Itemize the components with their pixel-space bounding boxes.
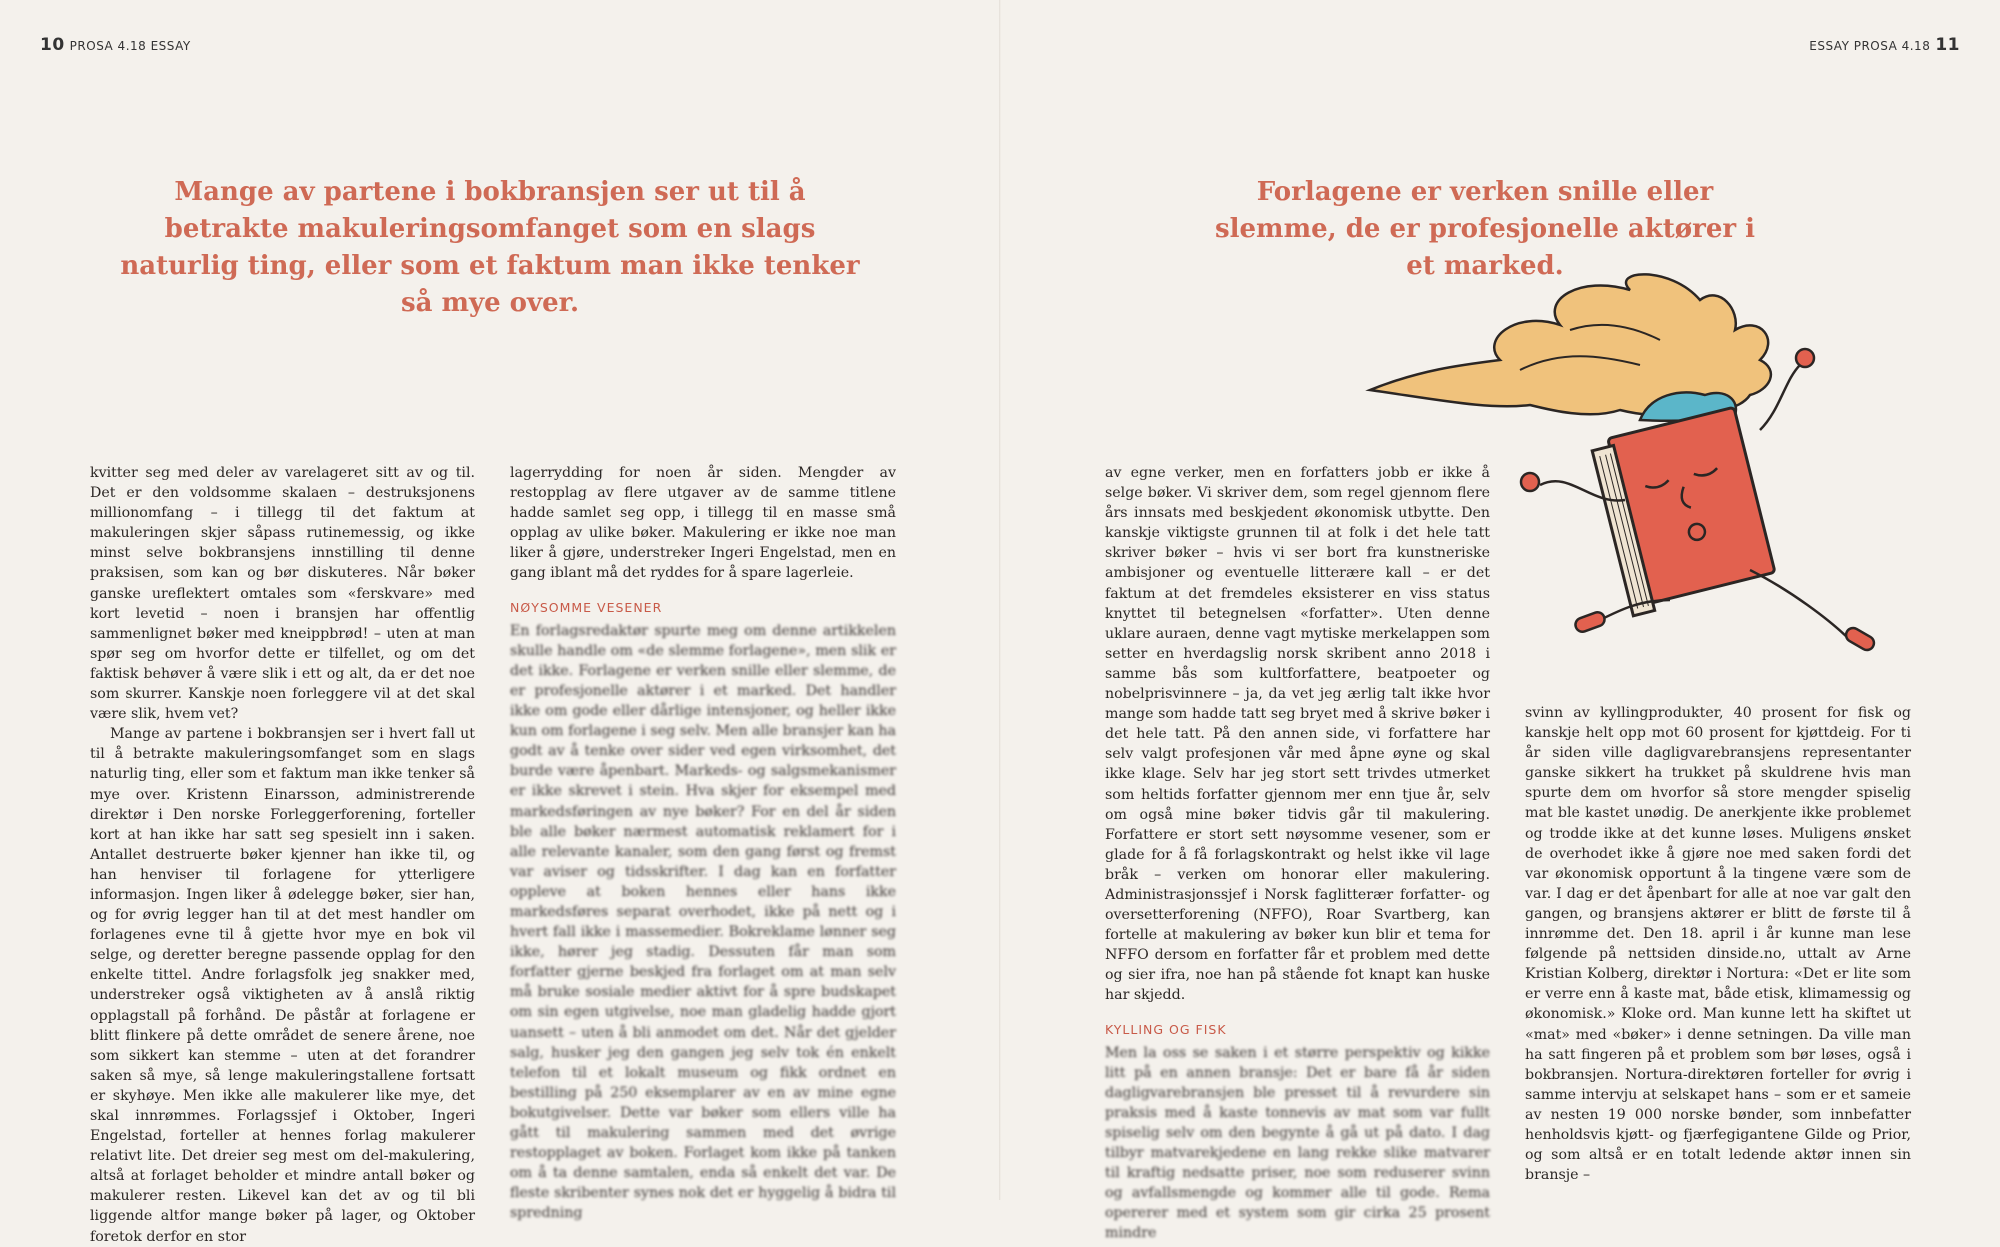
page-number: 10 (40, 35, 65, 55)
text-column-2 (1525, 703, 1911, 1185)
section-heading: NØYSOMME VESENER (510, 599, 663, 615)
section-heading: KYLLING OG FISK (1105, 1021, 1227, 1037)
pull-quote: Forlagene er verken snille eller slemme, de er profesjonelle aktører i et marked. (1215, 177, 1755, 281)
page-number: 11 (1935, 35, 1960, 55)
left-page (0, 0, 1000, 1245)
paragraph: svinn av kyllingprodukter, 40 prosent for fisk og kanskje helt opp mot 60 prosent for kjøttdeig. For ti år siden ville dagligvarebransjens representanter ganske sikkert ha trukket på skuldrene hvis man spurte dem om hvorfor så store mengder spiselig mat ble kastet unødig. De anerkjente ikke problemet og trodde ikke at det kunne løses. Muligens ønsket de overhodet ikke å gjøre noe med saken fordi det var økonomisk opportunt å la tingene være som de var. I dag er det åpenbart for alle at noe var galt den gangen, og bransjens aktører er blitt de første til å innrømme det. Den 18. april i år kunne man lese følgende på nettsiden dinside.no, uttalt av Arne Kristian Kolberg, direktør i Nortura: «Det er lite som er verre enn å kaste mat, både etisk, klimamessig og økonomisk.» Kloke ord. Man kunne lett ha skiftet ut «mat» med «bøker» i denne setningen. Da ville man ha satt fingeren på et problem som bør løses, også i bokbransjen. Nortura-direktøren forteller for øvrig i samme intervju at selskapet hans – som er et sameie av nesten 19 000 norske bønder, som innbefatter henholdsvis kjøtt- og fjærfegigantene Gilde og Prior, og som altså er en totalt ledende aktør innen sin bransje – (1525, 705, 1911, 1184)
paragraph: lagerrydding for noen år siden. Mengder av restopplag av flere utgaver av de samme titlene hadde samlet seg opp, i tillegg til en masse små opplag av ulike bøker. Makulering er ikke noe man liker å gjøre, understreker Ingeri Engelstad, men en gang iblant må det ryddes for å spare lagerleie. (510, 465, 896, 582)
paragraph: av egne verker, men en forfatters jobb er ikke å selge bøker. Vi skriver dem, som regel gjennom flere års innsats med beskjedent økonomisk utbytte. Den kanskje viktigste grunnen til at folk i det hele tatt skriver bøker – hvis vi ser bort fra kunstneriske ambisjoner og eventuelle litterære kall – er det faktum at det fremdeles eksisterer en viss status knyttet til betegnelsen «forfatter». Uten denne uklare auraen, denne vagt mytiske merkelappen som setter en hverdagslig norsk skribent anno 2018 i samme bås som kultforfattere, beatpoeter og nobelprisvinnere – ja, da vet jeg ærlig talt ikke hvor mange som hadde tatt seg bryet med å skrive bøker i det hele tatt. På den annen side, vi forfattere har selv valgt profesjonen vår med åpne øyne og skal ikke klage. Selv har jeg stort sett trivdes utmerket som heltids forfatter gjennom mer enn tjue år, selv om også mine bøker tidvis går til makulering. Forfattere er stort sett nøysomme vesener, som er glade for å få forlagskontrakt og helst ikke vil lage bråk – verken om honorar eller makulering. Administrasjonssjef i Norsk faglitterær forfatter- og oversetterforening (NFFO), Roar Svartberg, kan fortelle at makulering av bøker kun blir et tema for NFFO dersom en forfatter får et problem med dette og sier ifra, noe han på stående fot knapt kan huske har skjedd. (1105, 465, 1490, 1004)
book-icon (1590, 407, 1777, 616)
paragraph: Men la oss se saken i et større perspektiv og kikke litt på en annen bransje: Det er bare få år siden dagligvarebransjen ble presset til å revurdere sin praksis med å kaste tonnevis av mat som var fullt spiselig selv om den begynte å gå ut på dato. I dag tilbyr matvarekjedene en lang rekke slike matvarer til kraftig nedsatte priser, noe som reduserer svinn og avfallsmengde og kommer alle til gode. Rema opererer med et system som gir cirka 25 prosent mindre (1105, 1044, 1490, 1242)
burning-book-illustration (1340, 270, 1920, 670)
text-column-1 (90, 463, 475, 1247)
paragraph: En forlagsredaktør spurte meg om denne artikkelen skulle handle om «de slemme forlagene», men slik er det ikke. Forlagene er verken snille eller slemme, de er profesjonelle aktører i et marked. Det handler ikke om gode eller dårlige intensjoner, og heller ikke kun om forlagene i seg selv. Men alle bransjer kan ha godt av å tenke over sider ved egen virksomhet, det burde være åpenbart. Markeds- og salgsmekanismer er ikke skrevet i stein. Hva skjer for eksempel med markedsføringen av nye bøker? For en del år siden ble alle bøker nærmest automatisk reklamert for i alle relevante kanaler, som den gang først og fremst var aviser og tidsskrifter. I dag kan en forfatter oppleve at boken hennes eller hans ikke markedsføres separat overhodet, ikke på nett og i hvert fall ikke i massemedier. Bokreklame lønner seg ikke, hører jeg stadig. Dessuten får man som forfatter gjerne beskjed fra forlaget om at man selv må bruke sosiale medier aktivt for å spre budskapet om sin egen utgivelse, noe man gladelig hadde gjort uansett – uten å bli anmodet om det. Når det gjelder salg, husker jeg den gangen jeg selv tok én enkelt telefon til et lokalt museum og fikk ordnet en bestilling på 250 eksemplarer av en av mine egne bokutgivelser. Dette var bøker som ellers ville ha gått til makulering sammen med det øvrige restopplaget av boken. Forlaget kom ikke på tanken om å ta denne samtalen, enda så enkelt det var. De fleste skribenter synes nok det er hyggelig å bidra til spredning (510, 622, 896, 1222)
pull-quote: Mange av partene i bokbransjen ser ut til å betrakte makuleringsomfanget som en slags naturlig ting, eller som et faktum man ikke tenker så mye over. (120, 177, 860, 318)
paragraph: kvitter seg med deler av varelageret sitt av og til. Det er den voldsomme skalaen – destruksjonens millionomfang – i tillegg til det faktum at makuleringen skjer såpass rutinemessig, og ikke minst selve bokbransjens innstilling til denne praksisen, som kan og bør diskuteres. Når bøker ganske ureflektert omtales som «ferskvare» med kort levetid – noen i bransjen har offentlig sammenlignet bøker med kneippbrød! – uten at man spør seg om hvorfor dette er tilfellet, og om det faktisk behøver å være slik i ett og alt, da er det noe som skurrer. Kanskje noen forleggere vil at det skal være slik, hvem vet? (90, 465, 475, 723)
folio-label: PROSA 4.18 ESSAY (69, 39, 191, 53)
paragraph: Mange av partene i bokbransjen ser i hvert fall ut til å betrakte makuleringsomfanget som en slags naturlig ting, eller som et faktum man ikke tenker så mye over. Kristenn Einarsson, administrerende direktør i Den norske Forleggerforening, forteller kort at han ikke har satt seg spesielt inn i saken. Antallet destruerte bøker kjenner han ikke til, og han henviser til forlagene for ytterligere informasjon. Ingen liker å ødelegge bøker, sier han, og for øvrig legger han til at det mest handler om forlagenes evne til å gjette hvor mye en bok vil selge, og deretter beregne passende opplag for den enkelte tittel. Andre forlagsfolk jeg snakker med, understreker også viktigheten av å anslå riktig opplagstall på forhånd. De påstår at forlagene er blitt flinkere på dette området de senere årene, noe som sikkert kan stemme – uten at det forandrer saken så mye, så lenge makuleringstallene fortsatt er skyhøye. Men ikke alle makulerer like mye, det skal innrømmes. Forlagssjef i Oktober, Ingeri Engelstad, forteller at hennes forlag makulerer relativt lite. Det dreier seg mest om del-makulering, altså at forlaget beholder et mindre antall bøker og makulerer resten. Likevel kan det av og til bli liggende altfor mange bøker på lager, og Oktober foretok derfor en stor (90, 726, 475, 1245)
left-folio (40, 35, 191, 55)
folio-label: ESSAY PROSA 4.18 (1809, 39, 1931, 53)
text-column-2 (510, 463, 896, 1223)
right-folio (1809, 35, 1960, 55)
